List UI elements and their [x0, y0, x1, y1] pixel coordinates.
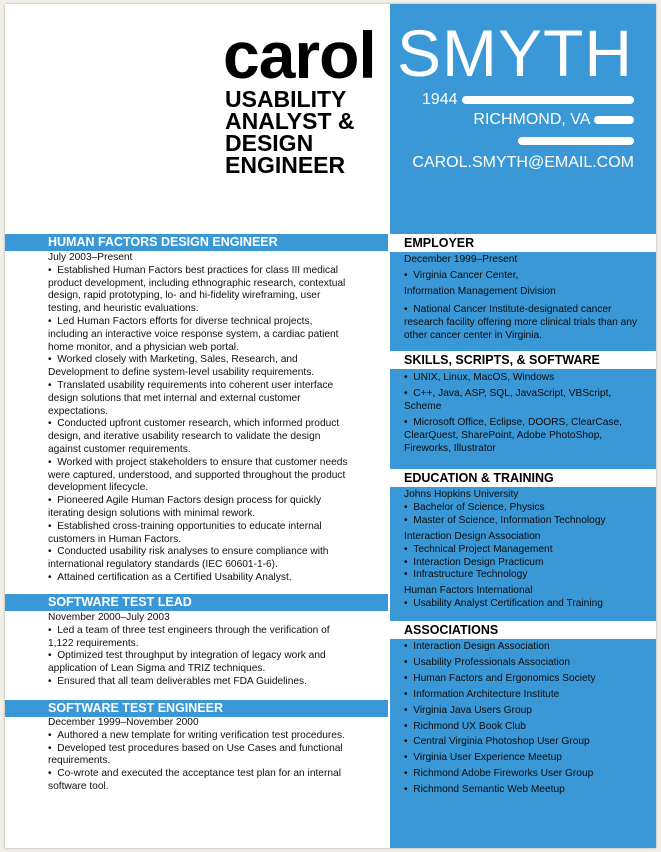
- employer-name: • Virginia Cancer Center,: [404, 270, 642, 283]
- job2-bullet: • Ensured that all team deliverables met FDA Guidelines.: [48, 676, 348, 689]
- job2-dates: November 2000–July 2003: [48, 612, 170, 623]
- school-name: Interaction Design Association: [404, 530, 541, 542]
- job3-bullet: • Authored a new template for writing verification test procedures.: [48, 730, 348, 743]
- job1-bullet: • Established cross-training opportunities to educate internal customers in Human Factors.: [48, 521, 348, 547]
- association-item: • Interaction Design Association: [404, 641, 642, 654]
- skills-item: • UNIX, Linux, MacOS, Windows: [404, 372, 642, 385]
- education-item: • Technical Project Management: [404, 544, 642, 557]
- redaction-mark: [594, 116, 634, 124]
- job-title-line: USABILITY: [225, 86, 347, 112]
- email: CAROL.SMYTH@EMAIL.COM: [412, 154, 634, 171]
- education-item: • Interaction Design Practicum: [404, 557, 642, 570]
- job2-title: SOFTWARE TEST LEAD: [48, 595, 192, 609]
- education-item: • Usability Analyst Certification and Training: [404, 598, 642, 611]
- city-state: RICHMOND, VA: [473, 111, 590, 128]
- section-bar-job3: [5, 700, 388, 717]
- section-bar-associations: [390, 621, 656, 639]
- school-name: Human Factors International: [404, 585, 533, 597]
- employer-division: Information Management Division: [404, 285, 556, 297]
- section-bar-job1: [5, 234, 388, 251]
- employer-body: [404, 254, 642, 342]
- association-item: • Richmond Semantic Web Meetup: [404, 784, 642, 797]
- association-item: • Human Factors and Ergonomics Society: [404, 673, 642, 686]
- redaction-mark: [518, 137, 634, 145]
- skills-item: • C++, Java, ASP, SQL, JavaScript, VBScript, Scheme: [404, 388, 642, 414]
- job1-bullet: • Translated usability requirements into coherent user interface design solutions that met internal and external customer expectations.: [48, 380, 348, 418]
- redaction-mark: [462, 96, 634, 104]
- resume-page: [5, 4, 656, 848]
- job-title-line: ENGINEER: [225, 152, 346, 178]
- city-line: [473, 110, 634, 130]
- skills-body: [404, 372, 642, 455]
- job1-bullet: • Conducted usability risk analyses to ensure compliance with international regulatory standards (IEC 60601-1-6).: [48, 546, 348, 572]
- association-item: • Richmond UX Book Club: [404, 721, 642, 734]
- education-item: • Infrastructure Technology: [404, 569, 642, 582]
- section-bar-skills: [390, 351, 656, 369]
- association-item: • Richmond Adobe Fireworks User Group: [404, 768, 642, 781]
- education-item: • Master of Science, Information Technology: [404, 515, 642, 528]
- association-item: • Virginia Java Users Group: [404, 705, 642, 718]
- last-name: SMYTH: [397, 16, 633, 90]
- job3-bullet: • Co-wrote and executed the acceptance test plan for an internal software tool.: [48, 768, 348, 794]
- job-title-line: ANALYST &: [225, 108, 355, 134]
- school-name: Johns Hopkins University: [404, 489, 519, 500]
- section-bar-education: [390, 469, 656, 487]
- first-name: carol: [223, 18, 376, 92]
- job1-bullet: • Pioneered Agile Human Factors design process for quickly iterating design solutions with minimal rework.: [48, 495, 348, 521]
- job1-dates: July 2003–Present: [48, 252, 133, 263]
- job1-bullet: • Worked with project stakeholders to ensure that customer needs were captured, understood, and supported throughout the product development lifecycle.: [48, 457, 348, 495]
- address-line: [422, 90, 634, 110]
- job1-bullet: • Attained certification as a Certified Usability Analyst.: [48, 572, 348, 585]
- section-bar-employer: [390, 234, 656, 252]
- associations-heading: ASSOCIATIONS: [404, 623, 499, 637]
- education-body: [404, 489, 642, 611]
- skills-item: • Microsoft Office, Eclipse, DOORS, ClearCase, ClearQuest, SharePoint, Adobe PhotoShop, Fireworks, Illustrator: [404, 417, 642, 456]
- job3-body: [48, 717, 348, 794]
- association-item: • Information Architecture Institute: [404, 689, 642, 702]
- section-bar-job2: [5, 594, 388, 611]
- job3-dates: December 1999–November 2000: [48, 717, 199, 728]
- employer-heading: EMPLOYER: [404, 236, 475, 250]
- education-item: • Bachelor of Science, Physics: [404, 502, 642, 515]
- job3-bullet: • Developed test procedures based on Use Cases and functional requirements.: [48, 743, 348, 769]
- job2-body: [48, 612, 348, 689]
- employer-description: • National Cancer Institute-designated cancer research facility offering more clinical trials than any other cancer center in Virginia.: [404, 304, 642, 343]
- association-item: • Central Virginia Photoshop User Group: [404, 736, 642, 749]
- street-number: 1944: [421, 91, 458, 108]
- phone-line: [518, 131, 634, 151]
- job3-title: SOFTWARE TEST ENGINEER: [48, 701, 224, 715]
- job1-bullet: • Worked closely with Marketing, Sales, Research, and Development to define system-level usability requirements.: [48, 354, 348, 380]
- job1-title: HUMAN FACTORS DESIGN ENGINEER: [48, 235, 278, 249]
- job-title-line: DESIGN: [225, 130, 314, 156]
- employer-dates: December 1999–Present: [404, 254, 518, 265]
- job1-bullet: • Conducted upfront customer research, which informed product design, and iterative usability research to validate the design against customer requirements.: [48, 418, 348, 456]
- association-item: • Virginia User Experience Meetup: [404, 752, 642, 765]
- job2-bullet: • Optimized test throughput by integration of legacy work and application of Lean Sigma and TRIZ techniques.: [48, 650, 348, 676]
- job1-body: [48, 252, 348, 585]
- job1-bullet: • Established Human Factors best practices for class III medical product development, including ethnographic research, contextual design, rapid prototyping, lo- and hi-fidelity wireframing, user testing, and heuristic evaluations.: [48, 265, 348, 316]
- job2-bullet: • Led a team of three test engineers through the verification of 1,122 requirements.: [48, 625, 348, 651]
- association-item: • Usability Professionals Association: [404, 657, 642, 670]
- job1-bullet: • Led Human Factors efforts for diverse technical projects, including an interactive voice response system, a cardiac patient home monitor, and a physician web portal.: [48, 316, 348, 354]
- education-heading: EDUCATION & TRAINING: [404, 471, 554, 485]
- job-title: [225, 88, 355, 176]
- associations-body: [404, 641, 642, 797]
- skills-heading: SKILLS, SCRIPTS, & SOFTWARE: [404, 353, 600, 367]
